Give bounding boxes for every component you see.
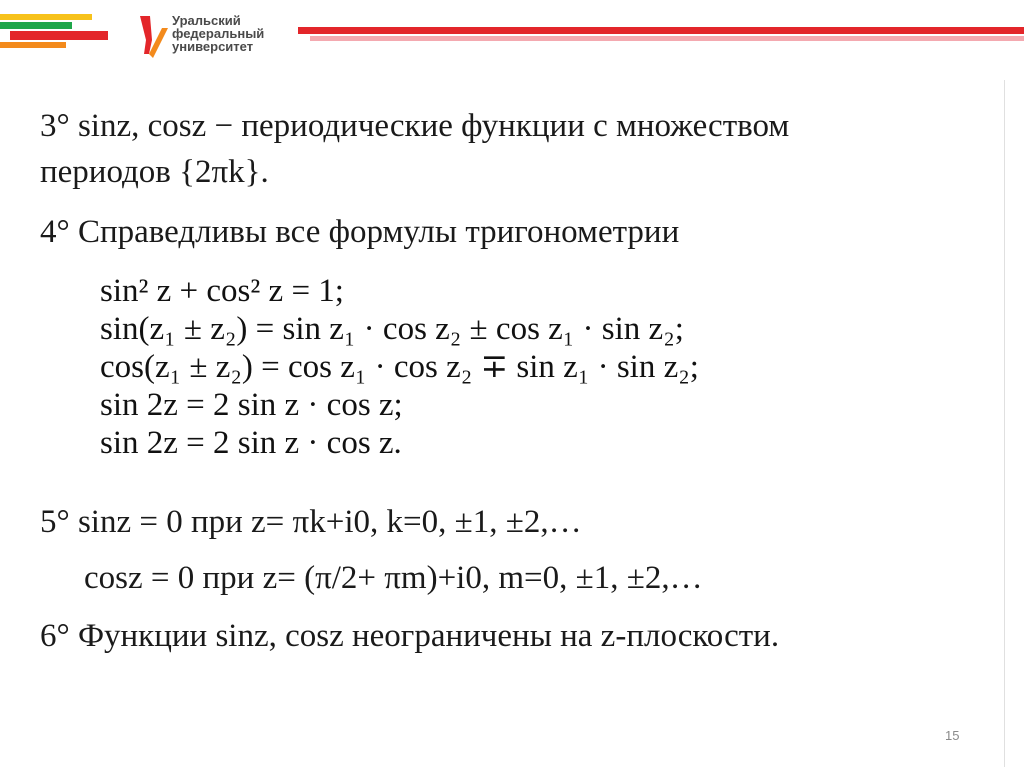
formula-block	[100, 272, 699, 462]
formula-2: sin(z₁ ± z₂) = sin z₁ · cos z₂ ± cos z₁ · sin z₂;	[100, 311, 684, 347]
slide-frame-edge	[1004, 80, 1005, 767]
formula-1: sin² z + cos² z = 1;	[100, 273, 344, 309]
item-5-line-1: 5° sinz = 0 при z= πk+i0, k=0, ±1, ±2,…	[40, 504, 582, 540]
formula-4: sin 2z = 2 sin z · cos z;	[100, 387, 403, 423]
page-number: 15	[945, 728, 960, 743]
logo-line-1: Уральский	[172, 13, 241, 28]
item-5-line-2: cosz = 0 при z= (π/2+ πm)+i0, m=0, ±1, ±2,…	[84, 560, 703, 596]
formula-3: cos(z₁ ± z₂) = cos z₁ · cos z₂ ∓ sin z₁ · sin z₂;	[100, 349, 699, 385]
item-3-line-2: периодов {2πk}.	[40, 154, 269, 190]
item-6: 6° Функции sinz, cosz неограничены на z-плоскости.	[40, 618, 780, 654]
logo-line-3: университет	[172, 39, 254, 54]
item-4: 4° Справедливы все формулы тригонометрии	[40, 214, 680, 250]
university-logo-text	[172, 14, 264, 53]
brand-stripes	[0, 0, 1024, 80]
formula-5: sin 2z = 2 sin z · cos z.	[100, 425, 402, 461]
header-bar	[0, 0, 1024, 80]
item-3-line-1: 3° sinz, cosz − периодические функции с множеством	[40, 108, 790, 144]
logo-line-2: федеральный	[172, 26, 265, 41]
